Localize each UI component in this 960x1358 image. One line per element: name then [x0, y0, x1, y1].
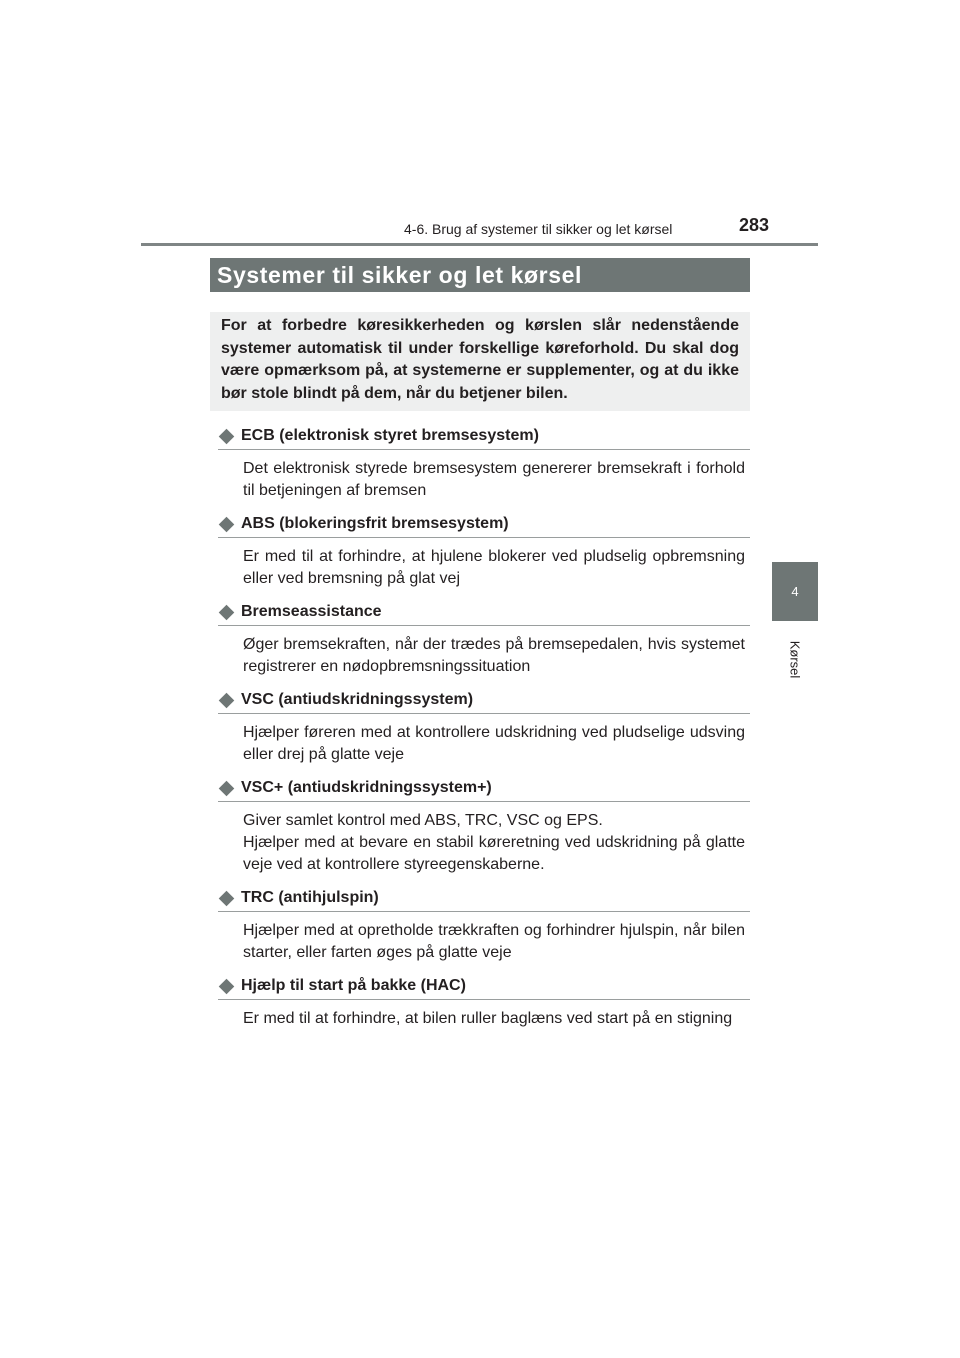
- system-item-title: ECB (elektronisk styret bremsesystem): [241, 427, 539, 444]
- system-item-description: [243, 546, 745, 590]
- description-paragraph: Hjælper føreren med at kontrollere udskridning ved pludselige udsving eller drej på glatte veje: [243, 724, 745, 763]
- diamond-bullet-icon: [219, 780, 235, 796]
- diamond-bullet-icon: [219, 516, 235, 532]
- description-paragraph: Øger bremsekraften, når der trædes på bremsepedalen, hvis systemet registrerer en nødopbremsningssituation: [243, 636, 745, 675]
- system-item-description: [243, 634, 745, 678]
- system-item-heading: [218, 600, 750, 624]
- system-item: [218, 688, 750, 766]
- system-item-heading: [218, 776, 750, 800]
- system-item-heading: [218, 974, 750, 998]
- system-item: [218, 776, 750, 876]
- header-rule: [141, 243, 818, 246]
- chapter-label: Kørsel: [787, 640, 803, 679]
- item-divider: [218, 999, 750, 1000]
- system-item-title: Bremseassistance: [241, 603, 382, 620]
- description-paragraph: Giver samlet kontrol med ABS, TRC, VSC og EPS.: [243, 812, 603, 829]
- system-item-description: [243, 920, 745, 964]
- item-divider: [218, 449, 750, 450]
- system-item: [218, 600, 750, 678]
- diamond-bullet-icon: [219, 428, 235, 444]
- system-item-description: [243, 722, 745, 766]
- system-item: [218, 512, 750, 590]
- system-item-title: VSC+ (antiudskridningssystem+): [241, 779, 492, 796]
- system-item-title: TRC (antihjulspin): [241, 889, 379, 906]
- system-item-title: VSC (antiudskridningssystem): [241, 691, 474, 708]
- description-paragraph: Hjælper med at bevare en stabil køreretning ved udskridning på glatte veje ved at kontrollere styreegenskaberne.: [243, 834, 745, 873]
- system-item: [218, 974, 750, 1030]
- item-divider: [218, 537, 750, 538]
- diamond-bullet-icon: [219, 978, 235, 994]
- system-item-heading: [218, 424, 750, 448]
- chapter-tab: [772, 562, 818, 621]
- page-number: 283: [739, 215, 770, 235]
- system-item-description: [243, 1008, 745, 1030]
- item-divider: [218, 713, 750, 714]
- system-item-title: Hjælp til start på bakke (HAC): [241, 977, 466, 994]
- description-paragraph: Er med til at forhindre, at hjulene blokerer ved pludselig opbremsning eller ved bremsning på glat vej: [243, 548, 745, 587]
- diamond-bullet-icon: [219, 604, 235, 620]
- item-divider: [218, 911, 750, 912]
- description-paragraph: Hjælper med at opretholde trækkraften og forhindrer hjulspin, når bilen starter, eller farten øges på glatte veje: [243, 922, 745, 961]
- diamond-bullet-icon: [219, 890, 235, 906]
- diamond-bullet-icon: [219, 692, 235, 708]
- header-section-title: 4-6. Brug af systemer til sikker og let kørsel: [404, 221, 673, 237]
- intro-box: For at forbedre køresikkerheden og kørslen slår nedenstående systemer automatisk til under forskellige køreforhold. Du skal dog være opmærksom på, at systemerne er supplementer, og at du ikke bør stole blindt på dem, når du betjener bilen.: [210, 312, 750, 411]
- system-item: [218, 886, 750, 964]
- system-item-heading: [218, 886, 750, 910]
- system-list: [218, 424, 750, 1040]
- system-item: [218, 424, 750, 502]
- system-item-description: [243, 810, 745, 876]
- item-divider: [218, 801, 750, 802]
- system-item-heading: [218, 512, 750, 536]
- system-item-title: ABS (blokeringsfrit bremsesystem): [241, 515, 509, 532]
- item-divider: [218, 625, 750, 626]
- system-item-heading: [218, 688, 750, 712]
- system-item-description: [243, 458, 745, 502]
- chapter-number: 4: [791, 584, 799, 599]
- description-paragraph: Det elektronisk styrede bremsesystem genererer bremsekraft i forhold til betjeningen af bremsen: [243, 460, 745, 499]
- description-paragraph: Er med til at forhindre, at bilen ruller baglæns ved start på en stigning: [243, 1010, 733, 1027]
- section-title: Systemer til sikker og let kørsel: [210, 258, 750, 292]
